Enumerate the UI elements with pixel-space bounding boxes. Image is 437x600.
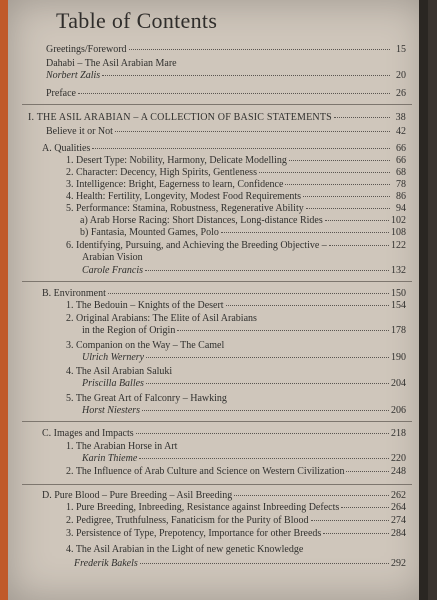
divider — [22, 281, 412, 282]
dot-leader — [108, 293, 389, 294]
dot-leader — [341, 507, 389, 508]
dot-leader — [136, 433, 389, 434]
toc-item-A2: 2. Character: Decency, High Spirits, Gentleness 68 — [66, 167, 406, 178]
toc-item-B1: 1. The Bedouin – Knights of the Desert 154 — [66, 300, 406, 311]
toc-item-A1: 1. Desert Type: Nobility, Harmony, Delicate Modelling 66 — [66, 155, 406, 166]
dot-leader — [78, 93, 390, 94]
dot-leader — [329, 245, 389, 246]
toc-entry-preface: Preface 26 — [46, 88, 406, 99]
dot-leader — [145, 270, 389, 271]
toc-item-D3: 3. Persistence of Type, Prepotency, Importance for other Breeds 284 — [66, 528, 406, 539]
toc-entry-dahabi: Dahabi – The Asil Arabian Mare — [46, 58, 177, 69]
toc-item-B5: 5. The Great Art of Falconry – Hawking — [66, 393, 227, 404]
dot-leader — [323, 533, 389, 534]
page-title: Table of Contents — [56, 8, 218, 33]
dot-leader — [334, 117, 390, 118]
dot-leader — [129, 49, 390, 50]
dot-leader — [303, 196, 390, 197]
dot-leader — [115, 131, 390, 132]
toc-item-B4-author: Priscilla Balles 204 — [82, 378, 406, 389]
dot-leader — [346, 471, 389, 472]
toc-item-B3-author: Ulrich Wernery 190 — [82, 352, 406, 363]
dot-leader — [221, 232, 389, 233]
toc-item-C2: 2. The Influence of Arab Culture and Science on Western Civilization 248 — [66, 466, 406, 477]
toc-item-D1: 1. Pure Breeding, Inbreeding, Resistance against Inbreeding Defects 264 — [66, 502, 406, 513]
divider — [22, 104, 412, 105]
dot-leader — [142, 410, 389, 411]
toc-item-A6-cont: Arabian Vision — [82, 252, 143, 263]
dot-leader — [226, 305, 389, 306]
dot-leader — [325, 220, 389, 221]
dot-leader — [146, 383, 389, 384]
toc-item-B2-cont: in the Region of Origin 178 — [82, 325, 406, 336]
toc-entry-greetings: Greetings/Foreword 15 — [46, 44, 406, 55]
dot-leader — [102, 75, 390, 76]
toc-item-D4: 4. The Asil Arabian in the Light of new genetic Knowledge — [66, 544, 304, 555]
toc-entry-dahabi-author: Norbert Zalis 20 — [46, 70, 406, 81]
dot-leader — [306, 208, 390, 209]
toc-item-A6: 6. Identifying, Pursuing, and Achieving the Breeding Objective – 122 — [66, 240, 406, 251]
toc-item-B3: 3. Companion on the Way – The Camel — [66, 340, 225, 351]
toc-subsection-D: D. Pure Blood – Pure Breeding – Asil Breeding 262 — [42, 490, 406, 501]
toc-item-B4: 4. The Asil Arabian Saluki — [66, 366, 173, 377]
toc-item-C1: 1. The Arabian Horse in Art — [66, 441, 178, 452]
toc-item-B5-author: Horst Niesters 206 — [82, 405, 406, 416]
toc-subsection-C: C. Images and Impacts 218 — [42, 428, 406, 439]
toc-entry-believe: Believe it or Not 42 — [46, 126, 406, 137]
divider — [22, 421, 412, 422]
dot-leader — [139, 458, 389, 459]
toc-item-D4-author: Frederik Bakels 292 — [74, 558, 406, 569]
toc-section-I: I. THE ASIL ARABIAN – A COLLECTION OF BASIC STATEMENTS 38 — [28, 112, 406, 123]
toc-item-A5: 5. Performance: Stamina, Robustness, Regenerative Ability 94 — [66, 203, 406, 214]
toc-item-A3: 3. Intelligence: Bright, Eagerness to learn, Confidence 78 — [66, 179, 406, 190]
dot-leader — [311, 520, 390, 521]
dot-leader — [146, 357, 389, 358]
dot-leader — [92, 148, 390, 149]
book-page — [8, 0, 428, 600]
toc-item-D2: 2. Pedigree, Truthfulness, Fanaticism for the Purity of Blood 274 — [66, 515, 406, 526]
divider — [22, 484, 412, 485]
toc-item-A6-author: Carole Francis 132 — [82, 265, 406, 276]
dot-leader — [140, 563, 389, 564]
book-cover-edge — [0, 0, 8, 600]
toc-item-C1-author: Karin Thieme 220 — [82, 453, 406, 464]
dot-leader — [177, 330, 389, 331]
dot-leader — [289, 160, 390, 161]
dot-leader — [234, 495, 389, 496]
toc-item-A5a: a) Arab Horse Racing: Short Distances, Long-distance Rides 102 — [80, 215, 406, 226]
toc-subsection-A: A. Qualities 66 — [42, 143, 406, 154]
dot-leader — [259, 172, 390, 173]
toc-item-A5b: b) Fantasia, Mounted Games, Polo 108 — [80, 227, 406, 238]
dot-leader — [285, 184, 390, 185]
page-edge — [419, 0, 428, 600]
toc-item-B2: 2. Original Arabians: The Elite of Asil Arabians — [66, 313, 257, 324]
toc-item-A4: 4. Health: Fertility, Longevity, Modest Food Requirements 86 — [66, 191, 406, 202]
toc-subsection-B: B. Environment 150 — [42, 288, 406, 299]
